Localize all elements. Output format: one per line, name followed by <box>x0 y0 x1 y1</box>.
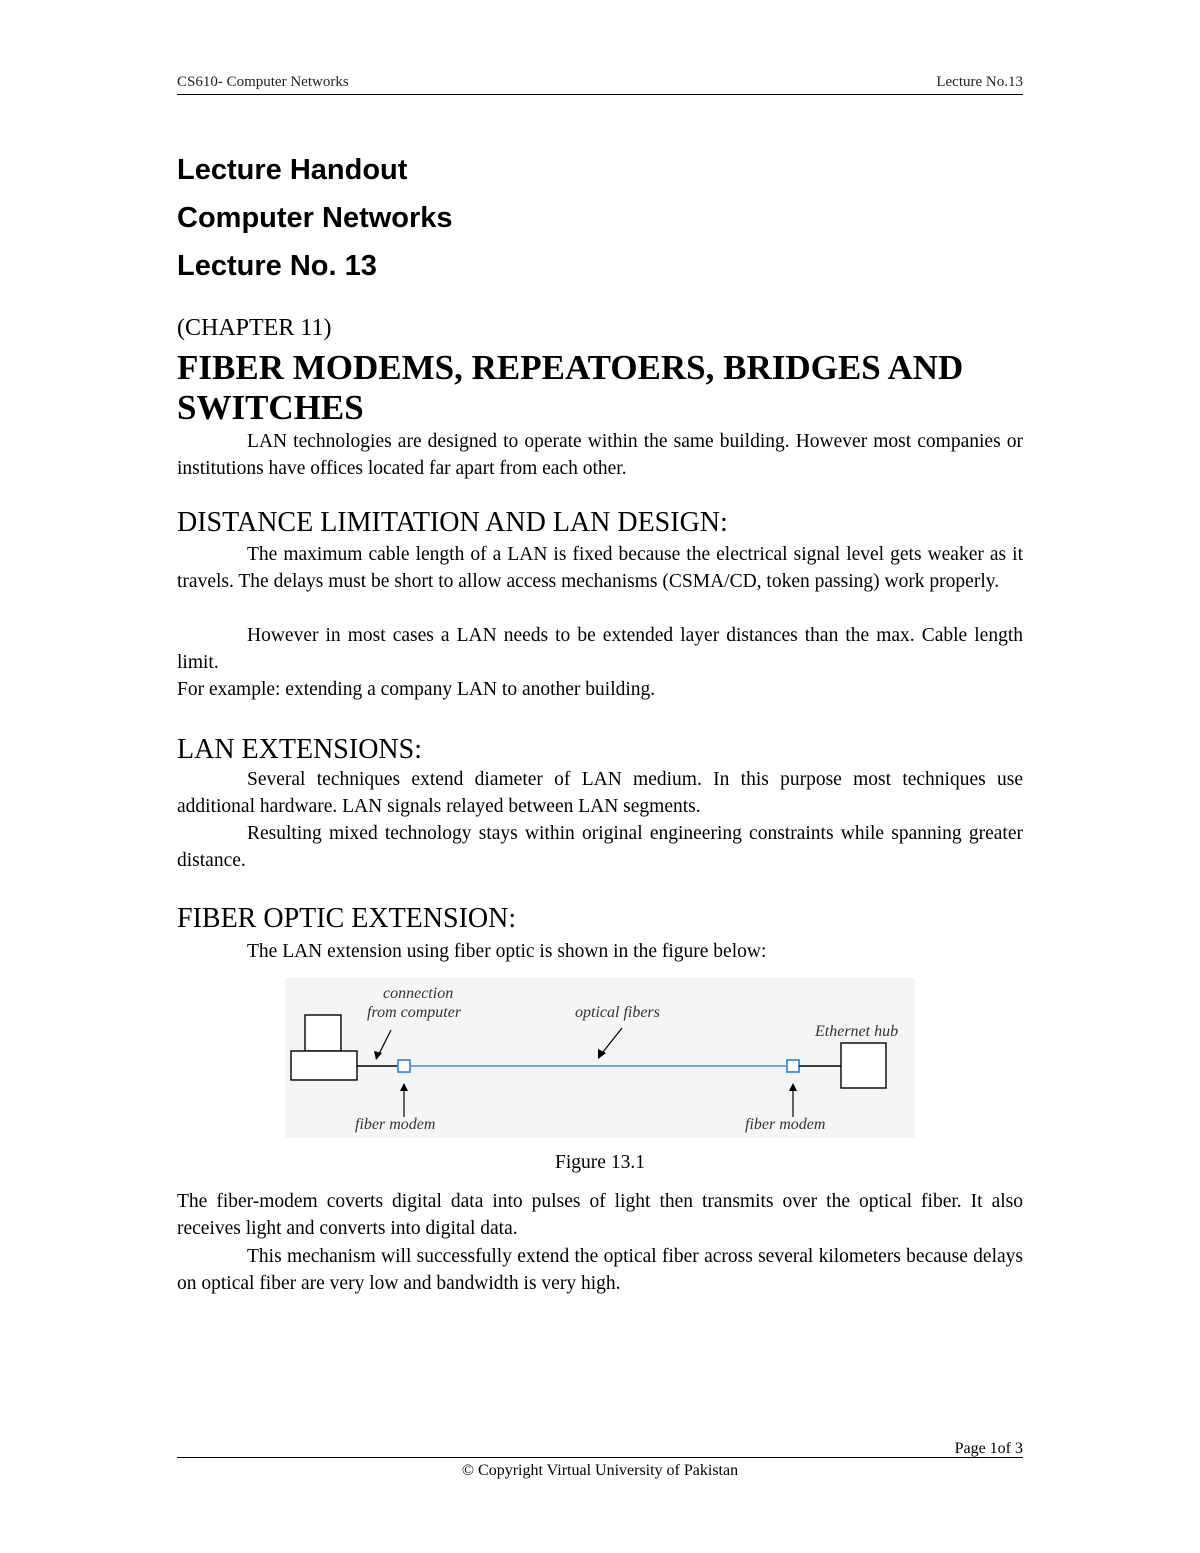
section-heading-extensions: LAN EXTENSIONS: <box>177 734 422 765</box>
fiber-paragraph-1: The fiber-modem coverts digital data into pulses of light then transmits over the optical fiber. It also receives light and converts into digital data. <box>177 1191 1023 1239</box>
distance-paragraph-3: For example: extending a company LAN to another building. <box>177 679 656 700</box>
intro-paragraph: LAN technologies are designed to operate within the same building. However most companies or institutions have offices located far apart from each other. <box>177 431 1023 479</box>
label-optical-fibers: optical fibers <box>575 1004 660 1021</box>
fiber-extension-figure <box>285 978 915 1138</box>
title-line-course: Computer Networks <box>177 202 453 234</box>
title-line-lecture: Lecture No. 13 <box>177 250 377 282</box>
label-fiber-modem-right: fiber modem <box>745 1116 826 1133</box>
main-title: FIBER MODEMS, REPEATOERS, BRIDGES AND SWITCHES <box>177 348 964 427</box>
header-course: CS610- Computer Networks <box>177 74 349 90</box>
header-lecture: Lecture No.13 <box>936 74 1023 90</box>
ethernet-hub <box>841 1043 886 1088</box>
distance-paragraph-2: However in most cases a LAN needs to be extended layer distances than the max. Cable length limit. <box>177 625 1023 673</box>
section-heading-distance: DISTANCE LIMITATION AND LAN DESIGN: <box>177 507 728 538</box>
fiber-paragraph-2: This mechanism will successfully extend the optical fiber across several kilometers because delays on optical fiber are very low and bandwidth is very high. <box>177 1246 1023 1294</box>
page-number: Page 1of 3 <box>954 1440 1023 1457</box>
label-from-computer: from computer <box>367 1004 462 1021</box>
fiber-modem-right <box>787 1060 799 1072</box>
figure-caption: Figure 13.1 <box>555 1152 645 1173</box>
fiber-intro: The LAN extension using fiber optic is shown in the figure below: <box>247 941 767 962</box>
computer-base <box>291 1051 357 1080</box>
fiber-modem-left <box>398 1060 410 1072</box>
computer-monitor <box>305 1015 341 1051</box>
extensions-paragraph-1: Several techniques extend diameter of LAN medium. In this purpose most techniques use additional hardware. LAN signals relayed between LAN segments. <box>177 769 1023 817</box>
title-line-handout: Lecture Handout <box>177 154 408 186</box>
distance-paragraph-1: The maximum cable length of a LAN is fixed because the electrical signal level gets weaker as it travels. The delays must be short to allow access mechanisms (CSMA/CD, token passing) work properly. <box>177 544 1023 592</box>
copyright-notice: © Copyright Virtual University of Pakistan <box>461 1462 739 1479</box>
chapter-label: (CHAPTER 11) <box>177 315 332 341</box>
footer-divider <box>177 1457 1023 1458</box>
section-heading-fiber: FIBER OPTIC EXTENSION: <box>177 903 517 934</box>
title-block <box>177 150 453 294</box>
figure-background <box>285 978 915 1138</box>
label-connection: connection <box>383 985 454 1002</box>
label-ethernet-hub: Ethernet hub <box>815 1023 899 1040</box>
extensions-paragraph-2: Resulting mixed technology stays within original engineering constraints while spanning greater distance. <box>177 823 1023 871</box>
label-fiber-modem-left: fiber modem <box>355 1116 436 1133</box>
page-header <box>177 72 1023 95</box>
